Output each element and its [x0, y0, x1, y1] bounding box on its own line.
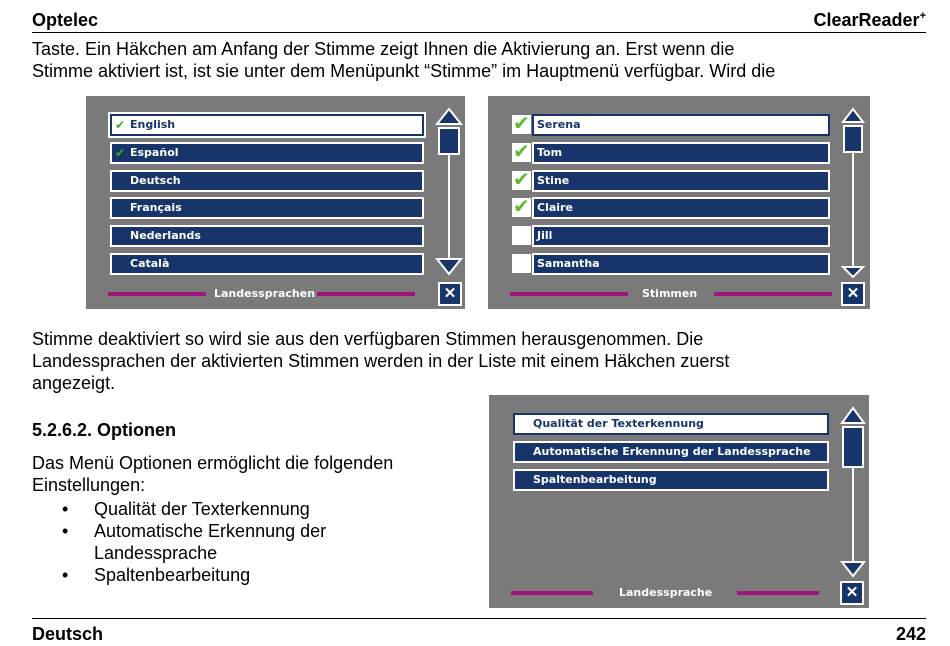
close-icon[interactable]: ✕ — [438, 282, 462, 306]
language-label: Català — [130, 257, 170, 270]
language-item-espanol[interactable] — [110, 142, 424, 164]
language-label: Deutsch — [130, 174, 181, 187]
screen-title: Stimmen — [642, 287, 698, 300]
footer-accent-left — [511, 591, 593, 595]
para1-line2: Stimme aktiviert ist, ist sie unter dem Menüpunkt “Stimme” im Hauptmenü verfügbar. Wird die — [32, 61, 776, 81]
bullet-text: Automatische Erkennung der Landessprache — [94, 521, 327, 563]
voice-checkbox[interactable] — [512, 254, 531, 273]
language-item-catala[interactable] — [110, 253, 424, 275]
option-item-quality[interactable] — [513, 413, 829, 435]
page-footer — [32, 618, 926, 645]
scroll-down-icon — [437, 259, 461, 274]
scroll-up-icon — [842, 408, 864, 423]
scrollbar[interactable] — [838, 405, 868, 580]
language-item-francais[interactable] — [110, 197, 424, 219]
voice-checkbox[interactable] — [512, 226, 531, 245]
header-product — [814, 10, 927, 31]
voice-label: Serena — [537, 118, 581, 131]
option-label: Automatische Erkennung der Landessprache — [533, 445, 811, 458]
voice-checkbox[interactable] — [512, 194, 531, 218]
voice-checkbox[interactable] — [512, 167, 531, 191]
header-brand: Optelec — [32, 10, 99, 30]
voice-label: Stine — [537, 174, 570, 187]
language-label: Nederlands — [130, 229, 201, 242]
footer-accent-left — [510, 292, 628, 296]
voice-item-claire[interactable] — [532, 197, 830, 219]
scroll-thumb — [843, 427, 863, 467]
scroll-up-icon — [843, 109, 863, 122]
voice-item-serena[interactable] — [532, 114, 830, 136]
list-item: • Spaltenbearbeitung — [56, 564, 394, 586]
voice-label: Jill — [537, 229, 553, 242]
voice-label: Tom — [537, 146, 563, 159]
footer-language: Deutsch — [32, 624, 104, 644]
page-number: 242 — [895, 624, 926, 644]
section-heading: 5.2.6.2. Optionen — [32, 420, 177, 440]
options-screen — [489, 395, 869, 608]
footer-accent-right — [714, 292, 832, 296]
scrollbar[interactable] — [434, 106, 464, 278]
language-item-nederlands[interactable] — [110, 225, 424, 247]
language-item-deutsch[interactable] — [110, 170, 424, 192]
header-product-sup: + — [919, 10, 926, 22]
footer-accent-left — [108, 292, 206, 296]
scroll-thumb — [439, 128, 459, 154]
scrollbar[interactable] — [838, 106, 868, 281]
close-icon[interactable]: ✕ — [840, 581, 864, 605]
paragraph-2 — [32, 328, 729, 394]
check-icon: ✔ — [513, 167, 530, 191]
screen-title: Landessprachen — [214, 287, 316, 300]
para1-line1: Taste. Ein Häkchen am Anfang der Stimme zeigt Ihnen die Aktivierung an. Erst wenn die — [32, 39, 735, 59]
language-label: Español — [130, 146, 179, 159]
options-list — [56, 498, 394, 586]
check-icon: ✔ — [513, 194, 530, 218]
section-intro — [32, 452, 393, 496]
voice-item-tom[interactable] — [532, 142, 830, 164]
footer-accent-right — [317, 292, 415, 296]
para2-line3: angezeigt. — [32, 373, 116, 393]
voice-item-stine[interactable] — [532, 170, 830, 192]
footer-accent-right — [737, 591, 819, 595]
header-product-name: ClearReader — [813, 10, 920, 30]
list-item — [56, 520, 394, 564]
option-label: Qualität der Texterkennung — [533, 417, 704, 430]
list-item: • Qualität der Texterkennung — [56, 498, 394, 520]
intro-line1: Das Menü Optionen ermöglicht die folgenden — [32, 453, 394, 473]
para2-line1: Stimme deaktiviert so wird sie aus den verfügbaren Stimmen herausgenommen. Die — [32, 329, 704, 349]
check-icon: ✔ — [115, 118, 126, 132]
page-header — [32, 8, 926, 33]
scroll-thumb — [844, 126, 862, 152]
voices-screen — [488, 96, 870, 309]
option-item-auto-language[interactable] — [513, 441, 829, 463]
languages-screen — [86, 96, 465, 309]
option-item-columns[interactable] — [513, 469, 829, 491]
screen-title: Landessprache — [619, 586, 713, 599]
language-label: Français — [130, 201, 182, 214]
voice-checkbox[interactable] — [512, 111, 531, 135]
intro-line2: Einstellungen: — [32, 475, 146, 495]
language-label: English — [130, 118, 176, 131]
para2-line2: Landessprachen der aktivierten Stimmen werden in der Liste mit einem Häkchen zuerst — [32, 351, 730, 371]
paragraph-1 — [32, 38, 775, 82]
scroll-down-icon — [842, 562, 864, 576]
voice-checkbox[interactable] — [512, 139, 531, 163]
option-label: Spaltenbearbeitung — [533, 473, 657, 486]
scroll-up-icon — [437, 109, 461, 124]
voice-label: Samantha — [537, 257, 600, 270]
check-icon: ✔ — [513, 139, 530, 163]
scroll-down-icon — [843, 267, 863, 277]
close-icon[interactable]: ✕ — [841, 282, 865, 306]
check-icon: ✔ — [115, 146, 126, 160]
voice-item-jill[interactable] — [532, 225, 830, 247]
check-icon: ✔ — [513, 111, 530, 135]
voice-label: Claire — [537, 201, 573, 214]
voice-item-samantha[interactable] — [532, 253, 830, 275]
language-item-english[interactable] — [110, 114, 424, 136]
